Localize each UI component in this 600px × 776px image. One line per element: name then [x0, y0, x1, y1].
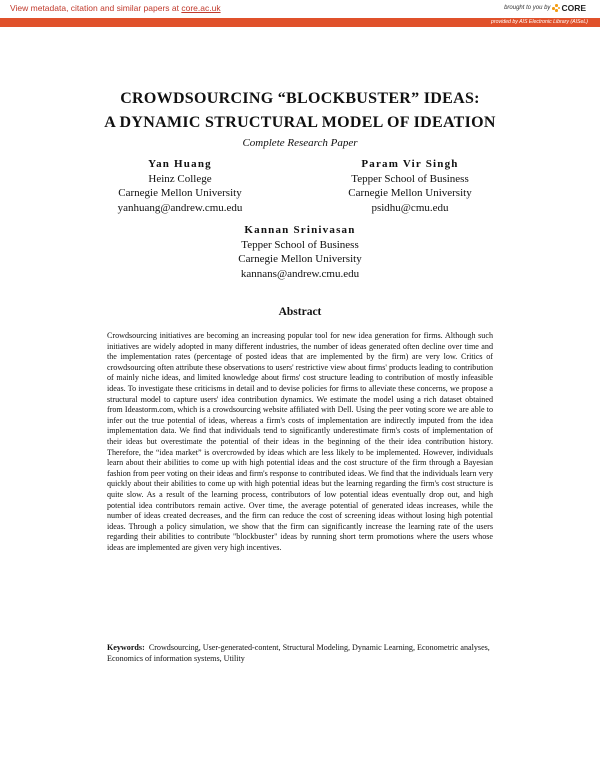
- author-university: Carnegie Mellon University: [118, 187, 242, 199]
- keywords: [107, 643, 493, 664]
- author-university: Carnegie Mellon University: [348, 187, 472, 199]
- author-email: yanhuang@andrew.cmu.edu: [117, 201, 243, 214]
- core-site-link[interactable]: core.ac.uk: [181, 3, 221, 13]
- author-name: Param Vir Singh: [361, 158, 459, 170]
- core-label: CORE: [561, 3, 586, 13]
- author-email: kannans@andrew.cmu.edu: [240, 267, 360, 280]
- author-block-1: [100, 157, 260, 215]
- top-bar: [0, 0, 600, 18]
- author-name: Yan Huang: [148, 158, 212, 170]
- abstract-heading: Abstract: [278, 306, 322, 318]
- core-logo[interactable]: [552, 3, 586, 13]
- paper-title-line2: A DYNAMIC STRUCTURAL MODEL OF IDEATION: [104, 114, 496, 131]
- author-affiliation: Heinz College: [148, 172, 212, 185]
- metadata-link-text[interactable]: View metadata, citation and similar papers at: [10, 3, 182, 13]
- author-affiliation: Tepper School of Business: [241, 238, 359, 251]
- author-name: Kannan Srinivasan: [244, 224, 356, 236]
- keywords-list: Crowdsourcing, User-generated-content, Structural Modeling, Dynamic Learning, Econometric analyses, Economics of information systems, Utility: [107, 643, 490, 663]
- author-block-3: [200, 223, 400, 281]
- core-dots-icon: [552, 4, 560, 12]
- paper-title-line1: CROWDSOURCING “BLOCKBUSTER” IDEAS:: [120, 90, 480, 107]
- paper-subtitle: Complete Research Paper: [242, 137, 358, 149]
- provided-by-text[interactable]: provided by AIS Electronic Library (AISeL): [491, 19, 588, 25]
- brought-by-label: brought to you by: [504, 5, 551, 11]
- author-email: psidhu@cmu.edu: [371, 201, 449, 214]
- abstract-body: Crowdsourcing initiatives are becoming an increasing popular tool for new idea generation for firms. Although such initiatives are widely adopted in many different industries, the number of ideas generated often decline over time and the implementation rates (percentage of posted ideas that are implemented by the firm) are very low. Critics of crowdsourcing often attribute these observations to users' restrictive view about firms' products leading to contribution of mainly niche ideas, and limited knowledge about firms' cost structure leading to contribution of mostly infeasible ideas. To investigate these criticisms in detail and to devise policies for firms to alleviate these concerns, we propose a structural model to capture users' idea contribution dynamics. We estimate the model using a rich dataset obtained from Ideastorm.com, which is a crowdsourcing website affiliated with Dell. Using the peer voting score we are able to infer out the true potential of ideas, whereas a firm's costs of implementation are indirectly imputed from the idea implementation data. We find that individuals tend to significantly underestimate firm's costs of implementation of their ideas but overestimate the potential of their ideas in the beginning of the their idea contribution history. Therefore, the “idea market” is overcrowded by ideas which are less likely to be implemented. However, individuals learn about their abilities to come up with high potential ideas and the cost structure of the firm through a Bayesian fashion from peer voting on their ideas and firm's response to contributed ideas. We find that the individuals learn very quickly about their abilities to come up with high potential ideas but the learning regarding the firm's cost structure is quite slow. As a result of the learning process, contributors of low potential ideas eventually drop out, and high potential idea contributors remain active. Over time, the average potential of generated ideas increases, while the number of ideas created decreases, and the firm can reduce the cost of screening ideas without losing high potential ideas. Through a policy simulation, we show that the firm can significantly increase the learning rate of the users regarding their abilities to contribute "blockbuster" ideas by running short term promotions where the users whose ideas are implemented are given very high incentives.: [107, 331, 493, 552]
- author-affiliation: Tepper School of Business: [351, 172, 469, 185]
- author-university: Carnegie Mellon University: [238, 253, 362, 265]
- keywords-label: Keywords:: [107, 643, 145, 652]
- brought-by-core[interactable]: [504, 3, 586, 13]
- author-block-2: [320, 157, 500, 215]
- core-metadata-link[interactable]: [10, 3, 221, 13]
- provided-by-banner: [0, 18, 600, 27]
